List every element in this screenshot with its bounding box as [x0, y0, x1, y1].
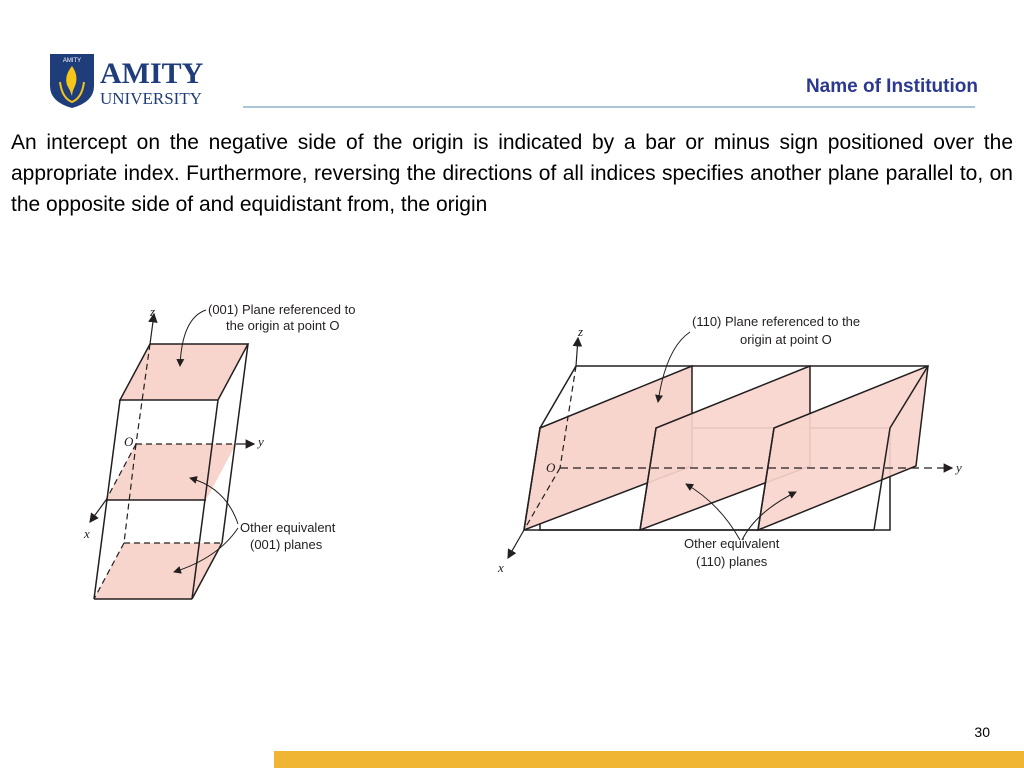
body-paragraph: An intercept on the negative side of the origin is indicated by a bar or minus sign positioned over the appropriate index. Furthermore, reversing the directions of all indices specifies another plane parallel to, on the opposite side of and equidistant from, the origin: [11, 131, 1013, 216]
z-axis: [576, 338, 578, 366]
x-axis-label: x: [498, 560, 504, 575]
x-axis: [90, 500, 106, 522]
header-divider: [243, 106, 975, 108]
callout-bottom-line1: Other equivalent: [240, 520, 336, 535]
callout-top-line2: the origin at point O: [226, 318, 340, 333]
logo-wordmark-amity: AMITY: [100, 57, 204, 90]
torch-shield-icon: [50, 54, 94, 108]
plane-bottom: [94, 543, 222, 599]
callout-bottom-line2: (110) planes: [696, 554, 768, 569]
callout-top-line2: origin at point O: [740, 332, 832, 347]
callout-bottom-line2: (001) planes: [250, 537, 323, 552]
logo-shield-text: AMITY: [62, 58, 82, 64]
figure-110-planes: [494, 304, 980, 582]
callout-top-line1: (001) Plane referenced to: [208, 302, 356, 317]
z-axis-label: z: [150, 304, 156, 319]
page-number: 30: [974, 724, 990, 740]
y-axis-label: y: [956, 460, 962, 475]
figure-001-planes: [78, 296, 410, 610]
y-axis-label: y: [258, 434, 264, 449]
amity-logo: [48, 52, 228, 110]
callout-bottom-line1: Other equivalent: [684, 536, 780, 551]
footer-bar: [274, 751, 1024, 768]
x-axis: [508, 530, 524, 558]
callout-top-line1: (110) Plane referenced to the: [692, 314, 861, 329]
origin-label: O: [546, 460, 556, 475]
institution-name: Name of Institution: [805, 76, 978, 97]
logo-wordmark-university: UNIVERSITY: [100, 89, 202, 108]
plane-top: [120, 344, 248, 400]
x-axis-label: x: [84, 526, 90, 541]
z-axis-label: z: [578, 324, 584, 339]
origin-label: O: [124, 434, 134, 449]
